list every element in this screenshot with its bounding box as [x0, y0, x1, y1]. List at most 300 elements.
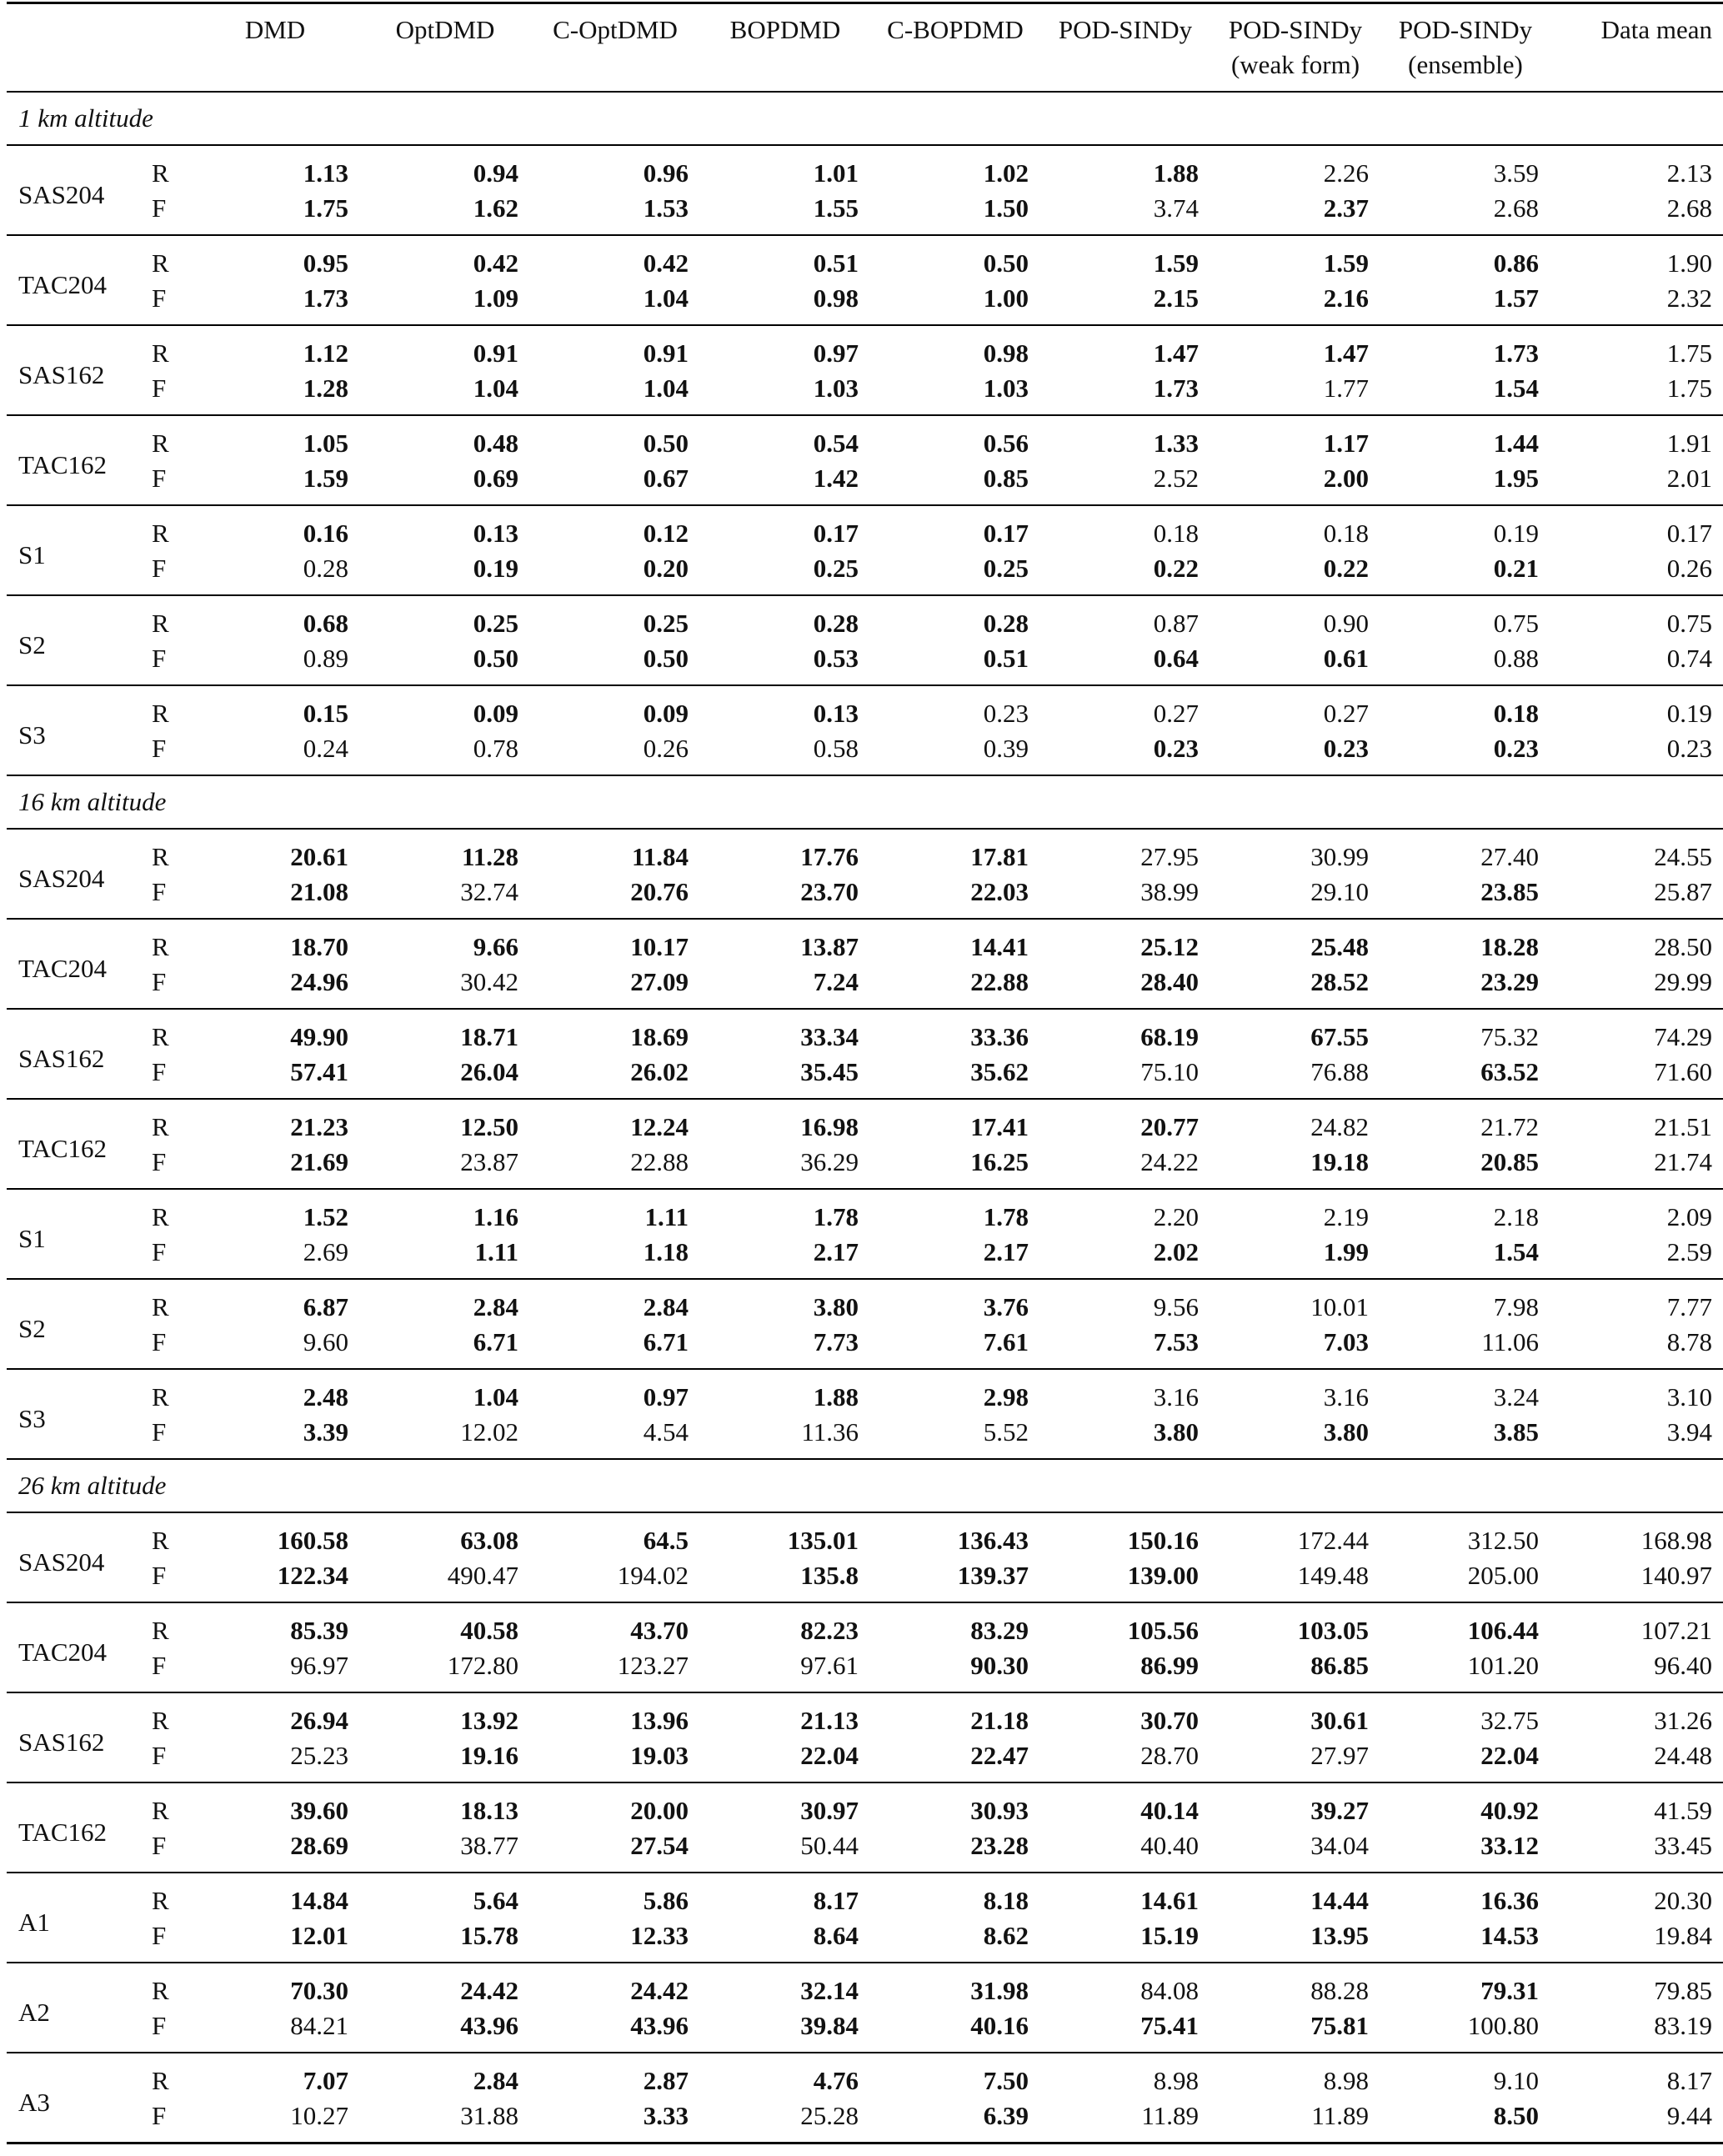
value-cell: 10.17: [630, 931, 689, 961]
value-cell: 12.01: [190, 1918, 360, 1963]
value-cell: 0.16: [303, 518, 348, 548]
value-cell: 2.15: [1040, 281, 1210, 325]
value-cell: 0.90: [1323, 608, 1369, 638]
value-cell: 7.73: [700, 1325, 870, 1369]
value-cell: 8.17: [1666, 2065, 1712, 2095]
value-cell: 106.44: [1467, 1615, 1539, 1645]
value-cell: 33.36: [970, 1021, 1029, 1051]
value-cell: 8.98: [1153, 2065, 1199, 2095]
dataset-name-cell: S2: [7, 595, 140, 685]
value-cell: 22.88: [870, 965, 1040, 1009]
value-cell: 1.16: [473, 1201, 518, 1231]
value-cell: 135.01: [787, 1525, 859, 1555]
value-cell: 39.27: [1310, 1795, 1369, 1825]
value-cell: 75.32: [1480, 1021, 1539, 1051]
value-cell: 25.23: [190, 1738, 360, 1782]
value-cell: 0.20: [530, 551, 700, 595]
value-cell: 38.77: [360, 1828, 530, 1873]
metric-kind-cell: R: [152, 608, 169, 638]
value-cell: 18.28: [1480, 931, 1539, 961]
dataset-name-cell: TAC204: [7, 235, 140, 325]
value-cell: 3.10: [1666, 1381, 1712, 1411]
metric-kind-cell: F: [140, 1918, 190, 1963]
table-row: [7, 965, 1723, 1009]
table-row: [7, 1235, 1723, 1279]
table-row: [7, 1512, 1723, 1558]
value-cell: 3.59: [1493, 158, 1539, 188]
table-row: [7, 1369, 1723, 1415]
value-cell: 1.17: [1323, 428, 1369, 458]
value-cell: 2.48: [303, 1381, 348, 1411]
value-cell: 34.04: [1210, 1828, 1380, 1873]
value-cell: 0.86: [1493, 248, 1539, 278]
value-cell: 0.28: [813, 608, 859, 638]
value-cell: 40.58: [460, 1615, 518, 1645]
value-cell: 490.47: [360, 1558, 530, 1602]
value-cell: 27.54: [530, 1828, 700, 1873]
value-cell: 0.50: [983, 248, 1029, 278]
value-cell: 1.28: [190, 371, 360, 415]
value-cell: 1.04: [530, 281, 700, 325]
value-cell: 23.70: [700, 875, 870, 919]
value-cell: 30.70: [1140, 1705, 1199, 1735]
metric-kind-cell: F: [140, 551, 190, 595]
value-cell: 82.23: [800, 1615, 859, 1645]
dataset-name-cell: S3: [7, 1369, 140, 1459]
value-cell: 29.10: [1210, 875, 1380, 919]
value-cell: 0.87: [1153, 608, 1199, 638]
value-cell: 24.55: [1654, 841, 1712, 871]
metric-kind-cell: F: [140, 1325, 190, 1369]
value-cell: 41.59: [1654, 1795, 1712, 1825]
value-cell: 2.84: [473, 1291, 518, 1321]
dataset-name-cell: SAS204: [7, 145, 140, 235]
col-header-line: C-BOPDMD: [887, 15, 1024, 44]
value-cell: 4.76: [813, 2065, 859, 2095]
header-blank-cell: [140, 3, 190, 92]
value-cell: 0.42: [643, 248, 689, 278]
value-cell: 1.02: [983, 158, 1029, 188]
value-cell: 0.17: [983, 518, 1029, 548]
value-cell: 33.34: [800, 1021, 859, 1051]
dataset-name-cell: SAS162: [7, 325, 140, 415]
value-cell: 21.08: [190, 875, 360, 919]
dataset-name-cell: TAC162: [7, 1099, 140, 1189]
table-row: [7, 1145, 1723, 1189]
table-row: [7, 325, 1723, 371]
value-cell: 1.47: [1323, 338, 1369, 368]
value-cell: 0.15: [303, 698, 348, 728]
metric-kind-cell: R: [152, 841, 169, 871]
value-cell: 136.43: [957, 1525, 1029, 1555]
value-cell: 38.99: [1040, 875, 1210, 919]
table-row: [7, 1415, 1723, 1459]
section-header-row: [7, 92, 1723, 145]
value-cell: 40.40: [1040, 1828, 1210, 1873]
metric-kind-cell: F: [140, 641, 190, 685]
value-cell: 1.03: [700, 371, 870, 415]
value-cell: 26.94: [290, 1705, 348, 1735]
section-header-row: [7, 1459, 1723, 1512]
value-cell: 0.19: [360, 551, 530, 595]
table-row: [7, 1055, 1723, 1099]
value-cell: 1.44: [1493, 428, 1539, 458]
table-row: [7, 1325, 1723, 1369]
value-cell: 24.42: [630, 1975, 689, 2005]
section-title: 1 km altitude: [7, 92, 1723, 145]
metric-kind-cell: R: [152, 931, 169, 961]
value-cell: 25.12: [1140, 931, 1199, 961]
col-header-bopdmd: [700, 3, 870, 92]
table-row: [7, 829, 1723, 875]
value-cell: 0.56: [983, 428, 1029, 458]
value-cell: 23.28: [870, 1828, 1040, 1873]
table-row: [7, 551, 1723, 595]
value-cell: 11.89: [1040, 2098, 1210, 2143]
results-table-container: [7, 2, 1720, 2144]
value-cell: 18.70: [290, 931, 348, 961]
value-cell: 103.05: [1297, 1615, 1369, 1645]
value-cell: 0.51: [870, 641, 1040, 685]
dataset-name-cell: SAS162: [7, 1692, 140, 1782]
value-cell: 21.69: [190, 1145, 360, 1189]
value-cell: 36.29: [700, 1145, 870, 1189]
value-cell: 21.72: [1480, 1111, 1539, 1141]
value-cell: 14.53: [1380, 1918, 1550, 1963]
table-row: [7, 505, 1723, 551]
value-cell: 21.13: [800, 1705, 859, 1735]
dataset-name-cell: TAC204: [7, 1602, 140, 1692]
value-cell: 19.18: [1210, 1145, 1380, 1189]
value-cell: 1.11: [644, 1201, 689, 1231]
value-cell: 30.42: [360, 965, 530, 1009]
value-cell: 49.90: [290, 1021, 348, 1051]
value-cell: 205.00: [1380, 1558, 1550, 1602]
value-cell: 12.50: [460, 1111, 518, 1141]
value-cell: 1.95: [1380, 461, 1550, 505]
value-cell: 25.48: [1310, 931, 1369, 961]
table-row: [7, 235, 1723, 281]
value-cell: 27.97: [1210, 1738, 1380, 1782]
dataset-name-cell: SAS204: [7, 829, 140, 919]
value-cell: 64.5: [643, 1525, 689, 1555]
value-cell: 2.26: [1323, 158, 1369, 188]
value-cell: 150.16: [1127, 1525, 1199, 1555]
value-cell: 3.39: [190, 1415, 360, 1459]
value-cell: 1.52: [303, 1201, 348, 1231]
metric-kind-cell: R: [152, 1201, 169, 1231]
col-header-subline: (ensemble): [1408, 50, 1523, 79]
value-cell: 1.91: [1666, 428, 1712, 458]
value-cell: 57.41: [190, 1055, 360, 1099]
dataset-name-cell: TAC204: [7, 919, 140, 1009]
dataset-name-cell: S2: [7, 1279, 140, 1369]
value-cell: 1.09: [360, 281, 530, 325]
value-cell: 96.40: [1550, 1648, 1723, 1692]
value-cell: 1.90: [1666, 248, 1712, 278]
table-row: [7, 685, 1723, 731]
value-cell: 0.18: [1153, 518, 1199, 548]
metric-kind-cell: F: [140, 2098, 190, 2143]
value-cell: 2.17: [700, 1235, 870, 1279]
value-cell: 88.28: [1310, 1975, 1369, 2005]
value-cell: 0.13: [813, 698, 859, 728]
metric-kind-cell: F: [140, 965, 190, 1009]
value-cell: 0.21: [1380, 551, 1550, 595]
value-cell: 135.8: [700, 1558, 870, 1602]
value-cell: 18.13: [460, 1795, 518, 1825]
value-cell: 6.71: [360, 1325, 530, 1369]
value-cell: 1.12: [303, 338, 348, 368]
value-cell: 172.44: [1297, 1525, 1369, 1555]
metric-kind-cell: R: [152, 1615, 169, 1645]
value-cell: 85.39: [290, 1615, 348, 1645]
value-cell: 9.60: [190, 1325, 360, 1369]
table-row: [7, 1602, 1723, 1648]
value-cell: 5.52: [870, 1415, 1040, 1459]
value-cell: 1.88: [813, 1381, 859, 1411]
value-cell: 0.17: [1666, 518, 1712, 548]
value-cell: 0.18: [1323, 518, 1369, 548]
value-cell: 12.24: [630, 1111, 689, 1141]
value-cell: 19.84: [1550, 1918, 1723, 1963]
value-cell: 9.56: [1153, 1291, 1199, 1321]
value-cell: 20.77: [1140, 1111, 1199, 1141]
value-cell: 0.23: [1040, 731, 1210, 775]
value-cell: 5.64: [473, 1885, 518, 1915]
value-cell: 1.73: [190, 281, 360, 325]
value-cell: 14.44: [1310, 1885, 1369, 1915]
value-cell: 0.95: [303, 248, 348, 278]
value-cell: 0.39: [870, 731, 1040, 775]
value-cell: 3.16: [1323, 1381, 1369, 1411]
value-cell: 149.48: [1210, 1558, 1380, 1602]
value-cell: 0.54: [813, 428, 859, 458]
value-cell: 39.84: [700, 2008, 870, 2053]
dataset-name-cell: S1: [7, 505, 140, 595]
table-row: [7, 1963, 1723, 2008]
value-cell: 26.04: [360, 1055, 530, 1099]
value-cell: 122.34: [190, 1558, 360, 1602]
value-cell: 0.88: [1380, 641, 1550, 685]
value-cell: 3.80: [1210, 1415, 1380, 1459]
value-cell: 30.99: [1310, 841, 1369, 871]
value-cell: 76.88: [1210, 1055, 1380, 1099]
value-cell: 11.89: [1210, 2098, 1380, 2143]
value-cell: 0.22: [1040, 551, 1210, 595]
value-cell: 0.18: [1493, 698, 1539, 728]
metric-kind-cell: F: [140, 1558, 190, 1602]
value-cell: 24.42: [460, 1975, 518, 2005]
value-cell: 3.24: [1493, 1381, 1539, 1411]
value-cell: 71.60: [1550, 1055, 1723, 1099]
value-cell: 6.87: [303, 1291, 348, 1321]
value-cell: 6.39: [870, 2098, 1040, 2143]
value-cell: 7.53: [1040, 1325, 1210, 1369]
value-cell: 79.31: [1480, 1975, 1539, 2005]
value-cell: 0.97: [813, 338, 859, 368]
value-cell: 2.13: [1666, 158, 1712, 188]
value-cell: 1.04: [360, 371, 530, 415]
value-cell: 0.25: [473, 608, 518, 638]
table-row: [7, 1738, 1723, 1782]
value-cell: 86.85: [1210, 1648, 1380, 1692]
metric-kind-cell: R: [152, 518, 169, 548]
value-cell: 1.11: [360, 1235, 530, 1279]
value-cell: 22.04: [1380, 1738, 1550, 1782]
value-cell: 30.93: [970, 1795, 1029, 1825]
metric-kind-cell: F: [140, 461, 190, 505]
value-cell: 3.16: [1153, 1381, 1199, 1411]
value-cell: 0.69: [360, 461, 530, 505]
value-cell: 3.33: [530, 2098, 700, 2143]
value-cell: 20.61: [290, 841, 348, 871]
value-cell: 0.68: [303, 608, 348, 638]
value-cell: 8.18: [983, 1885, 1029, 1915]
value-cell: 9.66: [473, 931, 518, 961]
value-cell: 7.61: [870, 1325, 1040, 1369]
value-cell: 14.41: [970, 931, 1029, 961]
value-cell: 19.16: [360, 1738, 530, 1782]
value-cell: 11.84: [631, 841, 689, 871]
value-cell: 90.30: [870, 1648, 1040, 1692]
value-cell: 32.74: [360, 875, 530, 919]
value-cell: 84.08: [1140, 1975, 1199, 2005]
value-cell: 27.95: [1140, 841, 1199, 871]
value-cell: 2.19: [1323, 1201, 1369, 1231]
table-row: [7, 1828, 1723, 1873]
value-cell: 2.37: [1210, 191, 1380, 235]
value-cell: 8.64: [700, 1918, 870, 1963]
table-row: [7, 1099, 1723, 1145]
metric-kind-cell: R: [152, 1795, 169, 1825]
value-cell: 1.75: [1550, 371, 1723, 415]
metric-kind-cell: R: [152, 1111, 169, 1141]
value-cell: 1.01: [813, 158, 859, 188]
value-cell: 2.01: [1550, 461, 1723, 505]
table-row: [7, 1782, 1723, 1828]
value-cell: 0.27: [1153, 698, 1199, 728]
col-header-data-mean: [1550, 3, 1723, 92]
table-row: [7, 145, 1723, 191]
metric-kind-cell: F: [140, 1415, 190, 1459]
value-cell: 25.28: [700, 2098, 870, 2143]
value-cell: 63.52: [1380, 1055, 1550, 1099]
value-cell: 23.85: [1380, 875, 1550, 919]
value-cell: 21.74: [1550, 1145, 1723, 1189]
header-blank-cell: [7, 3, 140, 92]
value-cell: 2.68: [1550, 191, 1723, 235]
value-cell: 1.62: [360, 191, 530, 235]
table-row: [7, 281, 1723, 325]
value-cell: 194.02: [530, 1558, 700, 1602]
value-cell: 1.05: [303, 428, 348, 458]
value-cell: 0.96: [643, 158, 689, 188]
col-header-line: OptDMD: [395, 15, 495, 44]
metric-kind-cell: F: [140, 191, 190, 235]
col-header-pod-sindy-ensemble: [1380, 3, 1550, 92]
value-cell: 13.87: [800, 931, 859, 961]
value-cell: 63.08: [460, 1525, 518, 1555]
value-cell: 2.18: [1493, 1201, 1539, 1231]
metric-kind-cell: R: [152, 338, 169, 368]
value-cell: 100.80: [1380, 2008, 1550, 2053]
table-row: [7, 191, 1723, 235]
table-row: [7, 461, 1723, 505]
value-cell: 75.10: [1040, 1055, 1210, 1099]
value-cell: 0.19: [1493, 518, 1539, 548]
metric-kind-cell: F: [140, 875, 190, 919]
value-cell: 1.00: [870, 281, 1040, 325]
value-cell: 139.00: [1040, 1558, 1210, 1602]
value-cell: 172.80: [360, 1648, 530, 1692]
value-cell: 0.09: [643, 698, 689, 728]
value-cell: 30.61: [1310, 1705, 1369, 1735]
value-cell: 139.37: [870, 1558, 1040, 1602]
value-cell: 23.29: [1380, 965, 1550, 1009]
value-cell: 12.02: [360, 1415, 530, 1459]
value-cell: 0.42: [473, 248, 518, 278]
value-cell: 0.89: [190, 641, 360, 685]
dataset-name-cell: A1: [7, 1873, 140, 1963]
value-cell: 3.76: [983, 1291, 1029, 1321]
value-cell: 0.64: [1040, 641, 1210, 685]
value-cell: 0.09: [473, 698, 518, 728]
value-cell: 4.54: [530, 1415, 700, 1459]
value-cell: 0.28: [190, 551, 360, 595]
value-cell: 13.92: [460, 1705, 518, 1735]
value-cell: 0.13: [473, 518, 518, 548]
value-cell: 79.85: [1654, 1975, 1712, 2005]
value-cell: 0.27: [1323, 698, 1369, 728]
table-row: [7, 1558, 1723, 1602]
metric-kind-cell: F: [140, 2008, 190, 2053]
dataset-name-cell: A3: [7, 2053, 140, 2143]
value-cell: 33.45: [1550, 1828, 1723, 1873]
dataset-name-cell: TAC162: [7, 415, 140, 505]
value-cell: 83.29: [970, 1615, 1029, 1645]
col-header-line: BOPDMD: [729, 15, 841, 44]
value-cell: 1.55: [700, 191, 870, 235]
value-cell: 1.47: [1153, 338, 1199, 368]
value-cell: 1.78: [983, 1201, 1029, 1231]
value-cell: 22.03: [870, 875, 1040, 919]
value-cell: 24.48: [1550, 1738, 1723, 1782]
table-header: [7, 3, 1723, 92]
value-cell: 1.50: [870, 191, 1040, 235]
metric-kind-cell: R: [152, 248, 169, 278]
value-cell: 9.44: [1550, 2098, 1723, 2143]
value-cell: 0.19: [1666, 698, 1712, 728]
table-row: [7, 731, 1723, 775]
value-cell: 25.87: [1550, 875, 1723, 919]
col-header-optdmd: [360, 3, 530, 92]
value-cell: 107.21: [1640, 1615, 1712, 1645]
metric-kind-cell: R: [152, 1381, 169, 1411]
value-cell: 35.45: [700, 1055, 870, 1099]
value-cell: 0.25: [870, 551, 1040, 595]
value-cell: 0.24: [190, 731, 360, 775]
table-row: [7, 371, 1723, 415]
value-cell: 97.61: [700, 1648, 870, 1692]
value-cell: 20.30: [1654, 1885, 1712, 1915]
table-row: [7, 875, 1723, 919]
value-cell: 1.99: [1210, 1235, 1380, 1279]
metric-kind-cell: F: [140, 1235, 190, 1279]
value-cell: 0.58: [700, 731, 870, 775]
col-header-line: POD-SINDy: [1398, 15, 1533, 44]
value-cell: 2.17: [870, 1235, 1040, 1279]
